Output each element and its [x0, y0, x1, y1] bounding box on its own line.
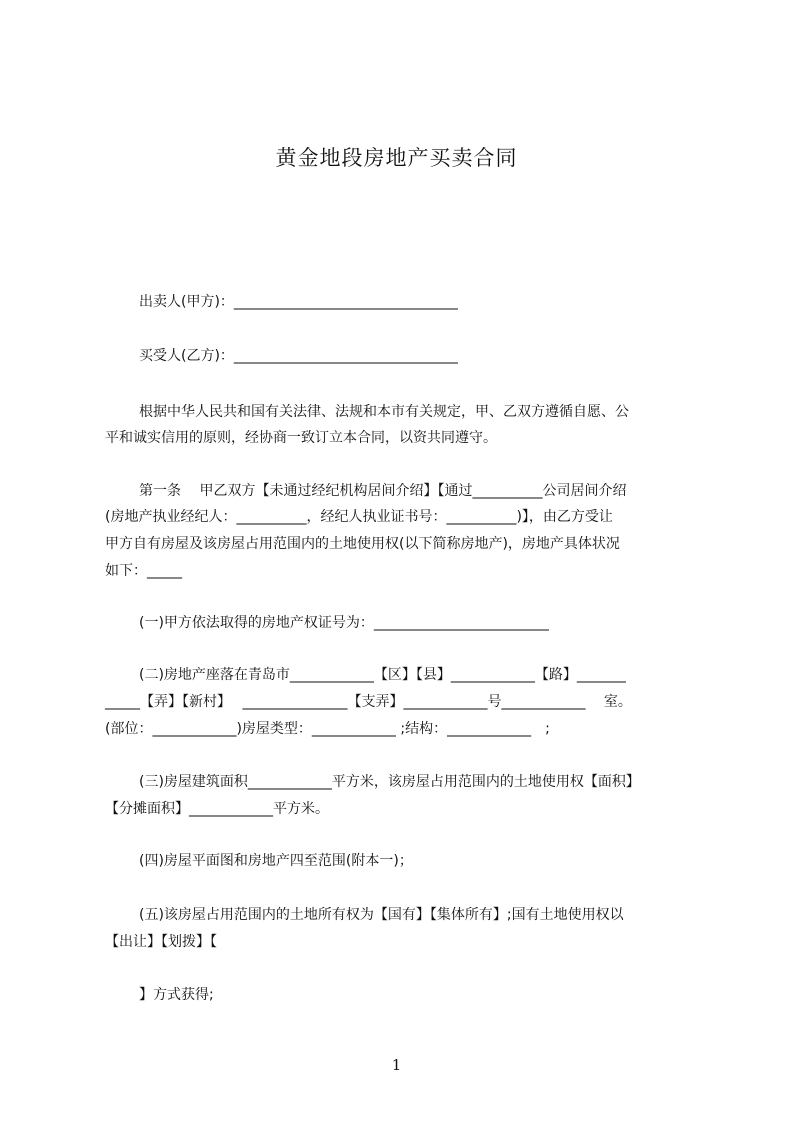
item4-line: (四)房屋平面图和房地产四至范围(附本一)；: [139, 853, 413, 869]
item3-line-1: (三)房屋建筑面积____________平方米，该房屋占用范围内的土地使用权【面积】: [139, 774, 640, 790]
seller-line: 出卖人(甲方)：________________________________: [139, 294, 458, 310]
article1-line-3: 甲方自有房屋及该房屋占用范围内的土地使用权(以下简称房地产)，房地产具体状况: [105, 536, 620, 552]
document-title: 黄金地段房地产买卖合同: [275, 146, 518, 170]
article1-line-2: (房地产执业经纪人：__________，经纪人执业证书号：__________)】，由乙方受让: [105, 509, 613, 525]
item3-line-2: 【分摊面积】____________平方米。: [105, 801, 329, 817]
buyer-line: 买受人(乙方)：________________________________: [139, 348, 458, 364]
preamble-line-1: 根据中华人民共和国有关法律、法规和本市有关规定，甲、乙双方遵循自愿、公: [139, 404, 629, 420]
item1-line: (一)甲方依法取得的房地产权证号为：_________________________: [139, 615, 549, 631]
item5-line-2: 【出让】【划拨】【: [105, 934, 217, 950]
item2-line-1: (二)房地产座落在青岛市____________【区】【县】____________【路】_______: [139, 667, 626, 683]
item5-line-1: (五)该房屋占用范围内的土地所有权为【国有】【集体所有】;国有土地使用权以: [139, 907, 624, 923]
item2-line-2: _____【弄】【新村】 _______________【支弄】____________号____________ 室。: [105, 694, 632, 710]
item2-line-3: (部位：____________)房屋类型：____________ ;结构：____________ ;: [105, 721, 550, 737]
article1-line-4: 如下：_____: [105, 563, 182, 579]
preamble-line-2: 平和诚实信用的原则，经协商一致订立本合同，以资共同遵守。: [105, 430, 497, 446]
article1-line-1: 第一条 甲乙双方【未通过经纪机构居间介绍】【通过__________公司居间介绍: [139, 483, 627, 499]
page-number: 1: [391, 1056, 402, 1074]
item5-tail-line: 】方式获得;: [139, 987, 214, 1003]
